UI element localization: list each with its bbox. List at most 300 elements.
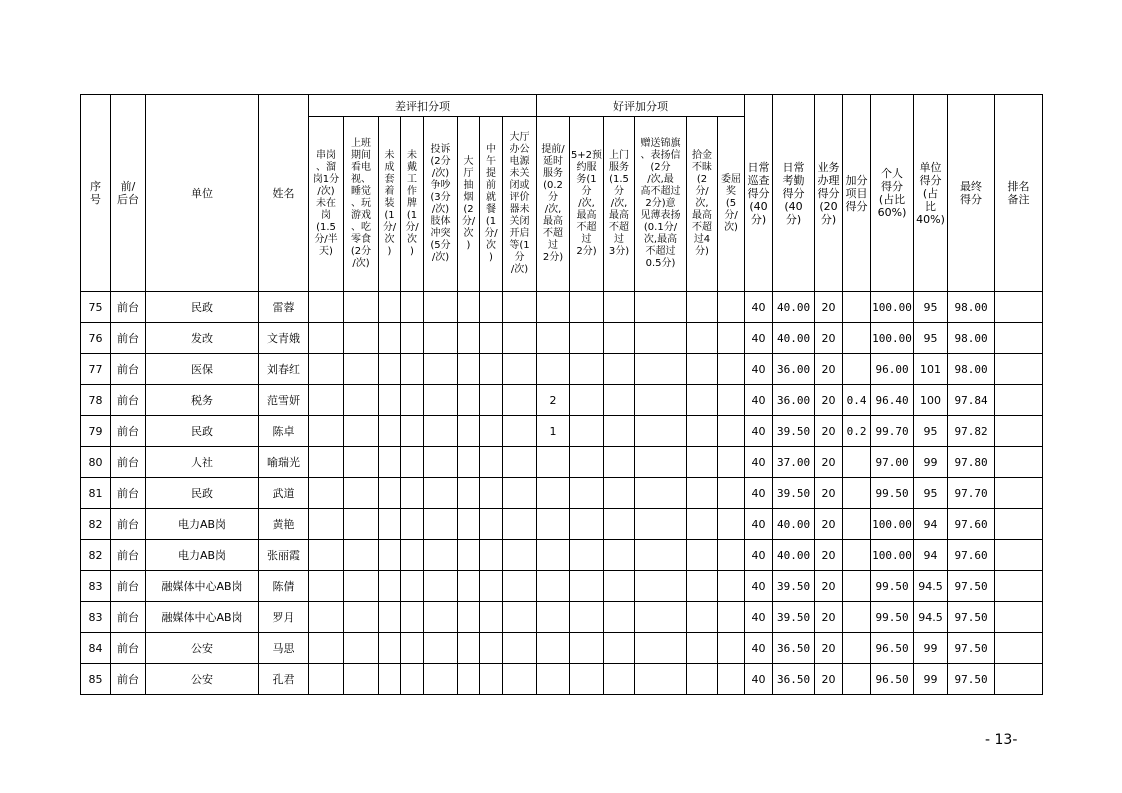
patrol-score-cell: 40: [745, 416, 773, 447]
remark-cell: [995, 323, 1043, 354]
deduct-cell: [401, 602, 424, 633]
bonus-cell: [604, 447, 635, 478]
deduct-cell: [309, 447, 344, 478]
bonus-cell: [635, 633, 687, 664]
deduct-cell: [401, 385, 424, 416]
business-score-cell: 20: [815, 509, 843, 540]
unit-score-cell: 95: [914, 416, 948, 447]
extra-score-cell: [843, 323, 871, 354]
business-score-cell: 20: [815, 478, 843, 509]
deduct-cell: [344, 416, 379, 447]
deduct-col-header: 中 午 提 前 就 餐 (1 分/ 次 ): [480, 117, 503, 292]
bonus-cell: [635, 354, 687, 385]
deduct-cell: [344, 354, 379, 385]
business-score-cell: 20: [815, 292, 843, 323]
bonus-cell: [635, 292, 687, 323]
final-score-cell: 97.84: [948, 385, 995, 416]
bonus-cell: [718, 385, 745, 416]
final-score-cell: 97.50: [948, 664, 995, 695]
deduct-cell: [379, 385, 401, 416]
patrol-score-cell: 40: [745, 292, 773, 323]
deduct-cell: [401, 664, 424, 695]
deduct-cell: [458, 292, 480, 323]
attendance-score-cell: 39.50: [773, 602, 815, 633]
col-final-header: 最终 得分: [948, 95, 995, 292]
bonus-cell: [687, 292, 718, 323]
business-score-cell: 20: [815, 602, 843, 633]
patrol-score-cell: 40: [745, 633, 773, 664]
counter-cell: 前台: [111, 571, 146, 602]
bonus-col-header: 赠送锦旗 、表扬信 (2分 /次,最 高不超过 2分)意 见薄表扬 (0.1分/ 次,最高 不超过 0.5分): [635, 117, 687, 292]
bonus-cell: [604, 602, 635, 633]
bonus-cell: [635, 664, 687, 695]
bonus-cell: [537, 540, 570, 571]
extra-score-cell: [843, 633, 871, 664]
extra-score-cell: [843, 354, 871, 385]
bonus-cell: [604, 478, 635, 509]
page-number: - 13-: [985, 732, 1018, 748]
deduct-cell: [480, 478, 503, 509]
deduct-cell: [480, 571, 503, 602]
deduct-cell: [344, 292, 379, 323]
table-row: [81, 447, 1043, 478]
bonus-cell: [537, 323, 570, 354]
deduct-cell: [458, 664, 480, 695]
attendance-score-cell: 40.00: [773, 323, 815, 354]
bonus-cell: [718, 571, 745, 602]
unit-cell: 人社: [146, 447, 259, 478]
deduct-cell: [503, 385, 537, 416]
bonus-cell: [718, 292, 745, 323]
extra-score-cell: 0.4: [843, 385, 871, 416]
deduct-cell: [401, 323, 424, 354]
name-cell: 陈卓: [259, 416, 309, 447]
bonus-cell: [537, 509, 570, 540]
unit-score-cell: 94.5: [914, 602, 948, 633]
bonus-cell: [718, 633, 745, 664]
remark-cell: [995, 509, 1043, 540]
final-score-cell: 97.60: [948, 540, 995, 571]
bonus-cell: [570, 571, 604, 602]
attendance-score-cell: 40.00: [773, 509, 815, 540]
unit-score-cell: 95: [914, 323, 948, 354]
bonus-cell: [718, 602, 745, 633]
remark-cell: [995, 664, 1043, 695]
deduct-cell: [379, 447, 401, 478]
patrol-score-cell: 40: [745, 478, 773, 509]
bonus-group-header: 好评加分项: [537, 95, 745, 117]
personal-score-cell: 100.00: [871, 323, 914, 354]
personal-score-cell: 100.00: [871, 509, 914, 540]
personal-score-cell: 99.50: [871, 571, 914, 602]
bonus-cell: [570, 509, 604, 540]
bonus-cell: [604, 323, 635, 354]
name-cell: 雷蓉: [259, 292, 309, 323]
unit-cell: 电力AB岗: [146, 509, 259, 540]
deduct-cell: [309, 571, 344, 602]
bonus-cell: [718, 354, 745, 385]
deduct-cell: [458, 354, 480, 385]
unit-score-cell: 95: [914, 478, 948, 509]
seq-cell: 76: [81, 323, 111, 354]
bonus-cell: [687, 602, 718, 633]
deduct-cell: [424, 664, 458, 695]
name-cell: 马思: [259, 633, 309, 664]
unit-score-cell: 95: [914, 292, 948, 323]
business-score-cell: 20: [815, 385, 843, 416]
bonus-cell: 2: [537, 385, 570, 416]
counter-cell: 前台: [111, 509, 146, 540]
bonus-cell: [687, 478, 718, 509]
bonus-cell: [635, 447, 687, 478]
unit-cell: 公安: [146, 633, 259, 664]
deduct-cell: [424, 602, 458, 633]
business-score-cell: 20: [815, 416, 843, 447]
bonus-cell: [537, 664, 570, 695]
remark-cell: [995, 540, 1043, 571]
bonus-cell: [570, 664, 604, 695]
personal-score-cell: 100.00: [871, 292, 914, 323]
extra-score-cell: [843, 447, 871, 478]
final-score-cell: 97.70: [948, 478, 995, 509]
patrol-score-cell: 40: [745, 602, 773, 633]
final-score-cell: 98.00: [948, 292, 995, 323]
personal-score-cell: 100.00: [871, 540, 914, 571]
col-unit-score-header: 单位 得分 (占 比 40%): [914, 95, 948, 292]
deduct-cell: [309, 354, 344, 385]
deduct-col-header: 未 成 套 着 装 (1 分/ 次 ): [379, 117, 401, 292]
patrol-score-cell: 40: [745, 323, 773, 354]
table-row: [81, 664, 1043, 695]
deduct-cell: [309, 416, 344, 447]
col-counter-header: 前/ 后台: [111, 95, 146, 292]
deduct-cell: [309, 323, 344, 354]
bonus-cell: [604, 540, 635, 571]
personal-score-cell: 96.50: [871, 664, 914, 695]
deduct-cell: [379, 602, 401, 633]
bonus-cell: [604, 571, 635, 602]
table-body: [81, 292, 1043, 695]
deduct-cell: [480, 602, 503, 633]
deduct-cell: [503, 509, 537, 540]
business-score-cell: 20: [815, 664, 843, 695]
personal-score-cell: 96.00: [871, 354, 914, 385]
extra-score-cell: [843, 292, 871, 323]
seq-cell: 80: [81, 447, 111, 478]
final-score-cell: 97.50: [948, 633, 995, 664]
personal-score-cell: 97.00: [871, 447, 914, 478]
counter-cell: 前台: [111, 664, 146, 695]
business-score-cell: 20: [815, 540, 843, 571]
bonus-col-header: 上门 服务 (1.5 分 /次, 最高 不超 过 3分): [604, 117, 635, 292]
bonus-cell: [570, 416, 604, 447]
unit-cell: 电力AB岗: [146, 540, 259, 571]
deduct-cell: [344, 509, 379, 540]
counter-cell: 前台: [111, 416, 146, 447]
patrol-score-cell: 40: [745, 447, 773, 478]
table-row: [81, 385, 1043, 416]
bonus-cell: [635, 416, 687, 447]
deduct-cell: [379, 292, 401, 323]
bonus-cell: [687, 416, 718, 447]
deduct-cell: [344, 664, 379, 695]
deduct-cell: [379, 633, 401, 664]
bonus-cell: [718, 416, 745, 447]
patrol-score-cell: 40: [745, 540, 773, 571]
deduct-cell: [401, 478, 424, 509]
bonus-cell: [718, 323, 745, 354]
table-row: [81, 323, 1043, 354]
deduct-cell: [401, 509, 424, 540]
counter-cell: 前台: [111, 602, 146, 633]
bonus-cell: [537, 292, 570, 323]
deduct-cell: [503, 602, 537, 633]
bonus-cell: [635, 478, 687, 509]
deduct-col-header: 大 厅 抽 烟 (2 分/ 次 ): [458, 117, 480, 292]
bonus-col-header: 拾金 不昧 (2 分/ 次, 最高 不超 过4 分): [687, 117, 718, 292]
deduct-cell: [379, 664, 401, 695]
bonus-cell: [570, 633, 604, 664]
name-cell: 陈倩: [259, 571, 309, 602]
deduct-col-header: 未 戴 工 作 牌 (1 分/ 次 ): [401, 117, 424, 292]
remark-cell: [995, 292, 1043, 323]
deduct-cell: [458, 478, 480, 509]
bonus-cell: [635, 540, 687, 571]
final-score-cell: 97.80: [948, 447, 995, 478]
deduct-cell: [401, 633, 424, 664]
bonus-cell: [635, 571, 687, 602]
name-cell: 孔君: [259, 664, 309, 695]
remark-cell: [995, 385, 1043, 416]
attendance-score-cell: 36.00: [773, 354, 815, 385]
bonus-cell: [718, 540, 745, 571]
personal-score-cell: 99.50: [871, 602, 914, 633]
remark-cell: [995, 478, 1043, 509]
counter-cell: 前台: [111, 540, 146, 571]
deduct-cell: [401, 354, 424, 385]
name-cell: 喻瑞光: [259, 447, 309, 478]
counter-cell: 前台: [111, 385, 146, 416]
deduct-cell: [424, 633, 458, 664]
deduct-cell: [458, 571, 480, 602]
bonus-col-header: 委屈 奖 (5 分/ 次): [718, 117, 745, 292]
deduct-cell: [309, 540, 344, 571]
col-extra-header: 加分 项目 得分: [843, 95, 871, 292]
seq-cell: 85: [81, 664, 111, 695]
bonus-cell: [570, 447, 604, 478]
deduct-cell: [344, 478, 379, 509]
deduct-cell: [503, 633, 537, 664]
deduct-cell: [401, 292, 424, 323]
unit-cell: 税务: [146, 385, 259, 416]
attendance-score-cell: 36.00: [773, 385, 815, 416]
business-score-cell: 20: [815, 447, 843, 478]
deduct-cell: [503, 664, 537, 695]
unit-cell: 民政: [146, 416, 259, 447]
deduct-cell: [379, 323, 401, 354]
seq-cell: 82: [81, 509, 111, 540]
table-row: [81, 571, 1043, 602]
deduct-cell: [480, 447, 503, 478]
patrol-score-cell: 40: [745, 385, 773, 416]
table-row: [81, 292, 1043, 323]
bonus-cell: [635, 385, 687, 416]
deduct-col-header: 上班 期间 看电 视、 睡觉 、玩 游戏 、吃 零食 (2分 /次): [344, 117, 379, 292]
counter-cell: 前台: [111, 323, 146, 354]
attendance-score-cell: 40.00: [773, 540, 815, 571]
deduct-cell: [379, 416, 401, 447]
final-score-cell: 98.00: [948, 354, 995, 385]
deduct-cell: [344, 571, 379, 602]
unit-score-cell: 99: [914, 447, 948, 478]
deduct-cell: [309, 385, 344, 416]
bonus-cell: [718, 664, 745, 695]
final-score-cell: 98.00: [948, 323, 995, 354]
bonus-col-header: 提前/ 延时 服务 (0.2 分 /次, 最高 不超 过 2分): [537, 117, 570, 292]
deduct-cell: [458, 540, 480, 571]
bonus-cell: 1: [537, 416, 570, 447]
bonus-cell: [718, 478, 745, 509]
deduct-cell: [480, 540, 503, 571]
deduct-cell: [503, 416, 537, 447]
unit-cell: 融媒体中心AB岗: [146, 602, 259, 633]
unit-cell: 发改: [146, 323, 259, 354]
unit-score-cell: 101: [914, 354, 948, 385]
bonus-cell: [570, 292, 604, 323]
seq-cell: 83: [81, 602, 111, 633]
attendance-score-cell: 39.50: [773, 416, 815, 447]
deduct-cell: [401, 447, 424, 478]
seq-cell: 83: [81, 571, 111, 602]
patrol-score-cell: 40: [745, 509, 773, 540]
deduct-cell: [309, 602, 344, 633]
bonus-cell: [537, 571, 570, 602]
deduct-cell: [344, 633, 379, 664]
attendance-score-cell: 39.50: [773, 571, 815, 602]
bonus-cell: [687, 509, 718, 540]
final-score-cell: 97.82: [948, 416, 995, 447]
remark-cell: [995, 602, 1043, 633]
deduct-cell: [424, 509, 458, 540]
deduct-cell: [309, 292, 344, 323]
unit-cell: 融媒体中心AB岗: [146, 571, 259, 602]
bonus-cell: [718, 447, 745, 478]
deduct-cell: [309, 664, 344, 695]
deduct-cell: [424, 478, 458, 509]
business-score-cell: 20: [815, 354, 843, 385]
extra-score-cell: [843, 478, 871, 509]
bonus-cell: [537, 354, 570, 385]
deduct-cell: [344, 447, 379, 478]
unit-score-cell: 99: [914, 633, 948, 664]
deduct-cell: [309, 633, 344, 664]
deduct-cell: [424, 354, 458, 385]
deduct-col-header: 大厅 办公 电源 未关 闭或 评价 器未 关闭 开启 等(1 分 /次): [503, 117, 537, 292]
seq-cell: 84: [81, 633, 111, 664]
table-row: [81, 633, 1043, 664]
bonus-cell: [604, 354, 635, 385]
bonus-cell: [687, 385, 718, 416]
deduct-cell: [480, 354, 503, 385]
counter-cell: 前台: [111, 478, 146, 509]
bonus-cell: [635, 509, 687, 540]
extra-score-cell: [843, 664, 871, 695]
score-table: [80, 94, 1043, 695]
bonus-cell: [570, 540, 604, 571]
deduct-cell: [480, 416, 503, 447]
table-row: [81, 540, 1043, 571]
bonus-cell: [570, 323, 604, 354]
deduct-cell: [458, 416, 480, 447]
remark-cell: [995, 633, 1043, 664]
personal-score-cell: 96.50: [871, 633, 914, 664]
business-score-cell: 20: [815, 633, 843, 664]
col-name-header: 姓名: [259, 95, 309, 292]
personal-score-cell: 96.40: [871, 385, 914, 416]
bonus-cell: [537, 447, 570, 478]
bonus-col-header: 5+2预 约服 务(1 分 /次, 最高 不超 过 2分): [570, 117, 604, 292]
deduct-cell: [309, 509, 344, 540]
deduct-cell: [503, 354, 537, 385]
unit-score-cell: 99: [914, 664, 948, 695]
deduct-cell: [503, 292, 537, 323]
bonus-cell: [687, 354, 718, 385]
bonus-cell: [537, 478, 570, 509]
bonus-cell: [570, 602, 604, 633]
deduct-cell: [379, 540, 401, 571]
final-score-cell: 97.50: [948, 602, 995, 633]
name-cell: 张丽霞: [259, 540, 309, 571]
deduct-cell: [424, 416, 458, 447]
deduct-cell: [480, 633, 503, 664]
col-seq-header: 序 号: [81, 95, 111, 292]
deduct-cell: [424, 447, 458, 478]
deduct-cell: [480, 385, 503, 416]
col-personal-header: 个人 得分 (占比 60%): [871, 95, 914, 292]
bonus-cell: [604, 385, 635, 416]
attendance-score-cell: 39.50: [773, 478, 815, 509]
unit-cell: 民政: [146, 478, 259, 509]
bonus-cell: [604, 633, 635, 664]
deduct-col-header: 串岗 、溜 岗1分 /次) 未在 岗 (1.5 分/半 天): [309, 117, 344, 292]
deduct-cell: [401, 540, 424, 571]
attendance-score-cell: 40.00: [773, 292, 815, 323]
deduct-cell: [401, 416, 424, 447]
remark-cell: [995, 416, 1043, 447]
name-cell: 罗月: [259, 602, 309, 633]
table-row: [81, 509, 1043, 540]
deduct-cell: [344, 602, 379, 633]
unit-cell: 民政: [146, 292, 259, 323]
seq-cell: 75: [81, 292, 111, 323]
col-patrol-header: 日常 巡查 得分 (40 分): [745, 95, 773, 292]
deduct-cell: [503, 540, 537, 571]
deduct-cell: [458, 447, 480, 478]
patrol-score-cell: 40: [745, 571, 773, 602]
deduct-cell: [379, 478, 401, 509]
deduct-cell: [424, 571, 458, 602]
deduct-cell: [458, 633, 480, 664]
unit-cell: 医保: [146, 354, 259, 385]
deduct-cell: [458, 602, 480, 633]
bonus-cell: [570, 385, 604, 416]
deduct-cell: [458, 323, 480, 354]
bonus-cell: [687, 633, 718, 664]
bonus-cell: [604, 292, 635, 323]
table-row: [81, 602, 1043, 633]
seq-cell: 81: [81, 478, 111, 509]
bonus-cell: [687, 323, 718, 354]
